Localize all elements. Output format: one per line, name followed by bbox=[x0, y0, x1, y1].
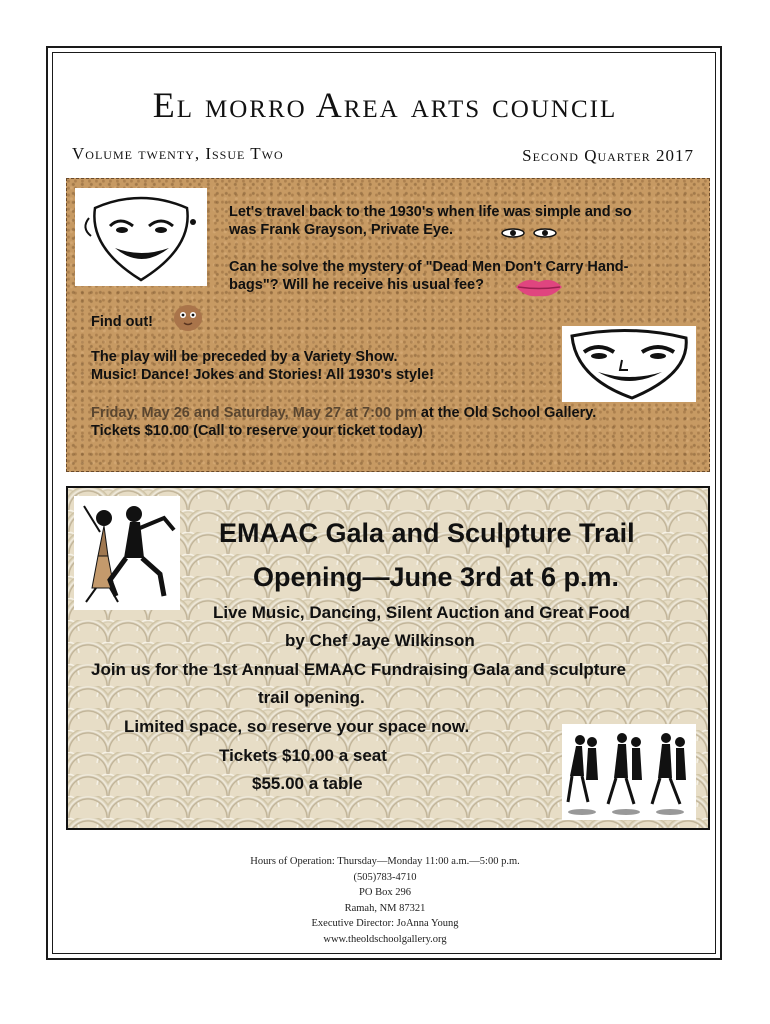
play-intro-line2: was Frank Grayson, Private Eye. bbox=[229, 222, 454, 238]
contact-footer bbox=[0, 854, 770, 947]
executive-director: Executive Director: JoAnna Young bbox=[311, 918, 459, 929]
gala-tickets-seat: Tickets $10.00 a seat bbox=[219, 746, 387, 765]
grinning-mask-image bbox=[562, 326, 696, 402]
dancing-couple-image bbox=[74, 496, 180, 610]
website-link[interactable]: www.theoldschoolgallery.org bbox=[323, 933, 447, 945]
gala-line-trail: trail opening. bbox=[258, 688, 365, 707]
hours-of-operation: Hours of Operation: Thursday—Monday 11:00 a.m.—5:00 p.m. bbox=[250, 856, 520, 867]
volume-issue: Volume twenty, Issue Two bbox=[72, 144, 284, 163]
variety-show-line1: The play will be preceded by a Variety Show. bbox=[91, 349, 398, 365]
gala-line-join: Join us for the 1st Annual EMAAC Fundraising Gala and sculpture bbox=[91, 660, 626, 679]
gala-line-music: Live Music, Dancing, Silent Auction and Great Food bbox=[213, 603, 630, 622]
play-mystery-line1: Can he solve the mystery of "Dead Men Don't Carry Hand- bbox=[229, 259, 629, 275]
gala-line-limited: Limited space, so reserve your space now. bbox=[124, 717, 470, 736]
play-dates-line bbox=[91, 404, 596, 422]
gala-line-chef: by Chef Jaye Wilkinson bbox=[285, 631, 475, 650]
find-out-text: Find out! bbox=[91, 314, 154, 330]
city-state-zip: Ramah, NM 87321 bbox=[344, 902, 426, 914]
play-mystery-line2: bags"? Will he receive his usual fee? bbox=[229, 277, 484, 293]
dancers-silhouette-image bbox=[562, 724, 696, 820]
comedy-mask-image bbox=[75, 188, 207, 286]
play-dates: Friday, May 26 and Saturday, May 27 at 7:00 pm bbox=[91, 405, 417, 421]
quarter-date: Second Quarter 2017 bbox=[522, 146, 694, 165]
po-box: PO Box 296 bbox=[359, 887, 411, 898]
phone-number: (505)783-4710 bbox=[353, 871, 417, 883]
gala-headline-1: EMAAC Gala and Sculpture Trail bbox=[219, 518, 635, 548]
peeking-face-icon bbox=[172, 302, 204, 332]
play-tickets: Tickets $10.00 (Call to reserve your ticket today) bbox=[91, 423, 423, 439]
play-venue: at the Old School Gallery. bbox=[416, 405, 597, 421]
eyes-icon bbox=[500, 226, 560, 240]
play-intro-line1: Let's travel back to the 1930's when life was simple and so bbox=[229, 204, 632, 220]
variety-show-line2: Music! Dance! Jokes and Stories! All 1930's style! bbox=[91, 367, 434, 383]
lips-icon bbox=[514, 276, 564, 298]
gala-headline-2: Opening—June 3rd at 6 p.m. bbox=[253, 562, 620, 592]
newsletter-title: El morro Area arts council bbox=[152, 85, 618, 125]
gala-tickets-table: $55.00 a table bbox=[252, 774, 363, 793]
